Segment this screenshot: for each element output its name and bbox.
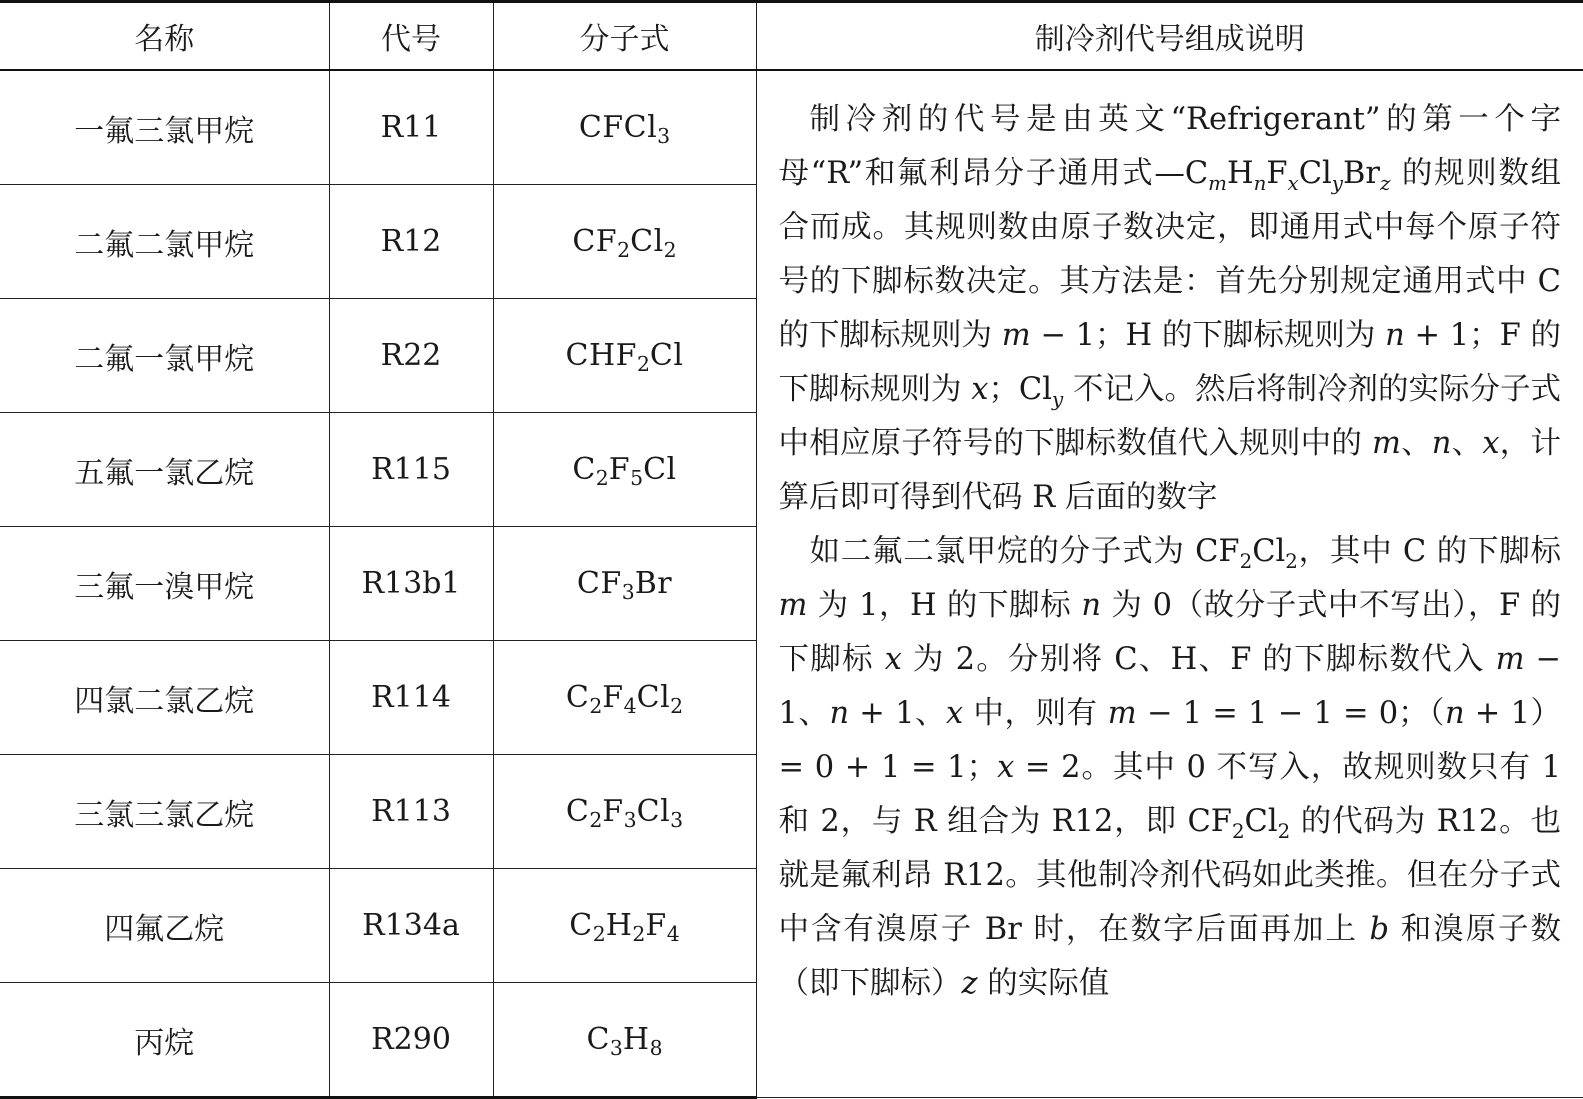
formula-element: Cl (636, 680, 671, 715)
refrigerant-formula (493, 413, 756, 527)
formula-element: H (605, 908, 633, 943)
formula-element: C (572, 452, 596, 487)
refrigerant-name: 四氟乙烷 (0, 869, 329, 983)
formula-element: C (586, 1022, 610, 1057)
formula-subscript: 2 (663, 238, 677, 263)
refrigerant-formula (493, 641, 756, 755)
refrigerant-formula (493, 185, 756, 299)
formula-subscript: 2 (589, 694, 603, 719)
refrigerant-name: 丙烷 (0, 983, 329, 1098)
formula-subscript: 3 (657, 124, 671, 149)
formula-subscript: 3 (609, 1036, 623, 1061)
refrigerant-name: 五氟一氯乙烷 (0, 413, 329, 527)
refrigerant-code: R13b1 (329, 527, 493, 641)
formula-subscript: 4 (623, 694, 637, 719)
refrigerant-code: R22 (329, 299, 493, 413)
formula-element: H (622, 1022, 650, 1057)
refrigerant-code: R11 (329, 70, 493, 185)
formula-element: CF (572, 224, 618, 259)
formula-subscript: 3 (621, 580, 635, 605)
refrigerant-code: R114 (329, 641, 493, 755)
refrigerant-code: R115 (329, 413, 493, 527)
formula-subscript: 2 (670, 694, 684, 719)
refrigerant-formula (493, 869, 756, 983)
header-code: 代号 (329, 2, 493, 71)
formula-subscript: 5 (630, 466, 644, 491)
formula-element: CHF (565, 338, 637, 373)
refrigerant-code: R134a (329, 869, 493, 983)
formula-element: C (565, 680, 590, 715)
refrigerant-formula (493, 70, 756, 185)
formula-element: C (569, 908, 593, 943)
formula-element: CF (576, 566, 622, 601)
refrigerant-name: 四氯二氯乙烷 (0, 641, 329, 755)
refrigerant-code: R113 (329, 755, 493, 869)
refrigerant-formula (493, 527, 756, 641)
header-name: 名称 (0, 2, 329, 71)
refrigerant-code: R12 (329, 185, 493, 299)
formula-subscript: 2 (632, 922, 646, 947)
formula-element: F (602, 794, 624, 829)
formula-element: Br (634, 566, 673, 601)
formula-subscript: 2 (617, 238, 631, 263)
formula-element: CFCl (578, 110, 658, 145)
formula-subscript: 3 (623, 808, 637, 833)
formula-element: Cl (643, 452, 677, 487)
formula-element: F (602, 680, 624, 715)
refrigerant-formula (493, 983, 756, 1098)
header-formula: 分子式 (493, 2, 756, 71)
table-row (0, 70, 1583, 185)
description-paragraph-1: 制冷剂的代号是由英文“Refrigerant”的第一个字母“R”和氟利昂分子通用式$—C_mH_nF_xCl_yBr_z$ 的规则数组合而成。其规则数由原子数决定，即通用式中每个原子符号的下脚标数决定。其方法是：首先分别规定通用式中 C 的下脚标规则为 m − 1；H 的下脚标规则为 n + 1；F 的下脚标规则为 x；$Cl_y$ 不记入。然后将制冷剂的实际分子式中相应原子符号的下脚标数值代入规则中的 m、n、x，计算后即可得到代码 R 后面的数字 (778, 102, 1562, 515)
refrigerant-formula (493, 755, 756, 869)
formula-subscript: 2 (636, 352, 650, 377)
formula-element: C (565, 794, 590, 829)
refrigerant-name: 一氟三氯甲烷 (0, 70, 329, 185)
formula-subscript: 4 (666, 922, 680, 947)
formula-element: Cl (649, 338, 684, 373)
formula-subscript: 8 (649, 1036, 663, 1061)
formula-subscript: 3 (670, 808, 684, 833)
refrigerant-code: R290 (329, 983, 493, 1098)
formula-element: Cl (636, 794, 671, 829)
formula-element: F (645, 908, 667, 943)
formula-subscript: 2 (595, 466, 609, 491)
refrigerant-name: 三氯三氯乙烷 (0, 755, 329, 869)
formula-element: F (608, 452, 631, 487)
refrigerant-formula (493, 299, 756, 413)
header-row (0, 2, 1583, 71)
table-body (0, 70, 1583, 1098)
code-description (756, 70, 1583, 1098)
description-paragraph-2: 如二氟二氯甲烷的分子式为 $CF_2Cl_2$，其中 C 的下脚标 m 为 1，H 的下脚标 n 为 0（故分子式中不写出），F 的下脚标 x 为 2。分别将 C、H、F 的下脚标数代入 m − 1、n + 1、x 中，则有 m − 1 = 1 − 1 = 0；（n + 1）= 0 + 1 = 1；x = 2。其中 0 不写入，故规则数只有 1 和 2，与 R 组合为 R12，即 $CF_2Cl_2$ 的代码为 R12。也就是氟利昂 R12。其他制冷剂代码如此类推。但在分子式中含有溴原子 Br 时，在数字后面再加上 b 和溴原子数（即下脚标）z 的实际值 (778, 534, 1562, 1001)
formula-subscript: 2 (592, 922, 606, 947)
refrigerant-name: 二氟一氯甲烷 (0, 299, 329, 413)
formula-subscript: 2 (589, 808, 603, 833)
refrigerant-name: 三氟一溴甲烷 (0, 527, 329, 641)
header-description: 制冷剂代号组成说明 (756, 2, 1583, 71)
formula-element: Cl (630, 224, 664, 259)
refrigerant-name: 二氟二氯甲烷 (0, 185, 329, 299)
